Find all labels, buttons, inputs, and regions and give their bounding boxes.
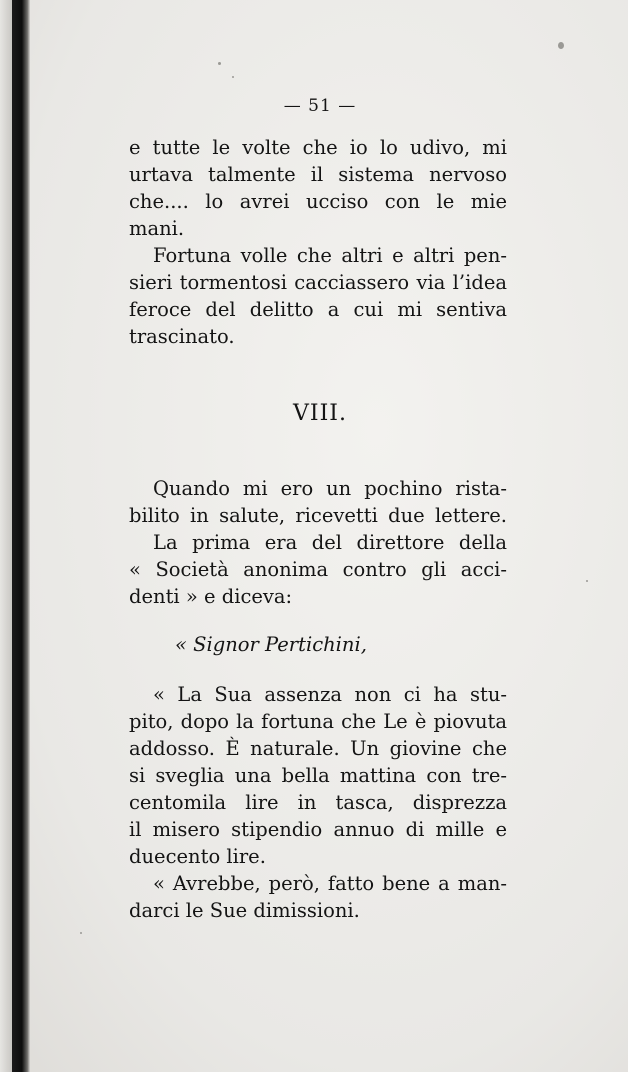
text-line: che.... lo avrei ucciso con le mie (129, 190, 507, 213)
text-line: trascinato. (129, 325, 235, 348)
text-line: « Società anonima contro gli acci- (129, 558, 507, 581)
paper-speck (558, 42, 564, 49)
text-line: « La Sua assenza non ci ha stu- (153, 683, 507, 706)
page-number: — 51 — (283, 96, 357, 116)
text-line: feroce del delitto a cui mi sentiva (129, 298, 507, 321)
paragraph-4 (129, 529, 507, 610)
text-line: e tutte le volte che io lo udivo, mi (129, 136, 507, 159)
text-line: addosso. È naturale. Un giovine che (129, 737, 507, 760)
text-line: urtava talmente il sistema nervoso (129, 163, 507, 186)
paragraph-5 (129, 681, 507, 870)
paragraph-6 (129, 870, 507, 924)
chapter-heading: VIII. (293, 401, 347, 426)
binding-shadow (0, 0, 12, 1072)
letter-salutation: « Signor Pertichini, (175, 633, 367, 656)
paper-speck (218, 62, 221, 65)
text-line: il misero stipendio annuo di mille e (129, 818, 507, 841)
paper-speck (80, 932, 82, 934)
paragraph-2 (129, 242, 507, 350)
text-line: si sveglia una bella mattina con tre- (129, 764, 507, 787)
paragraph-1 (129, 134, 507, 242)
paper-speck (232, 76, 234, 78)
text-line: Fortuna volle che altri e altri pen- (153, 244, 507, 267)
binding-edge (12, 0, 30, 1072)
text-line: pito, dopo la fortuna che Le è piovuta (129, 710, 507, 733)
text-line: La prima era del direttore della (153, 531, 507, 554)
text-line: bilito in salute, ricevetti due lettere. (129, 504, 507, 527)
paragraph-3 (129, 475, 507, 529)
text-line: mani. (129, 217, 185, 240)
text-line: centomila lire in tasca, disprezza (129, 791, 507, 814)
text-line: Quando mi ero un pochino rista- (153, 477, 507, 500)
text-line: darci le Sue dimissioni. (129, 899, 360, 922)
paper-speck (586, 580, 588, 582)
text-line: duecento lire. (129, 845, 266, 868)
text-line: denti » e diceva: (129, 585, 293, 608)
text-line: « Avrebbe, però, fatto bene a man- (153, 872, 507, 895)
text-line: sieri tormentosi cacciassero via l’idea (129, 271, 507, 294)
